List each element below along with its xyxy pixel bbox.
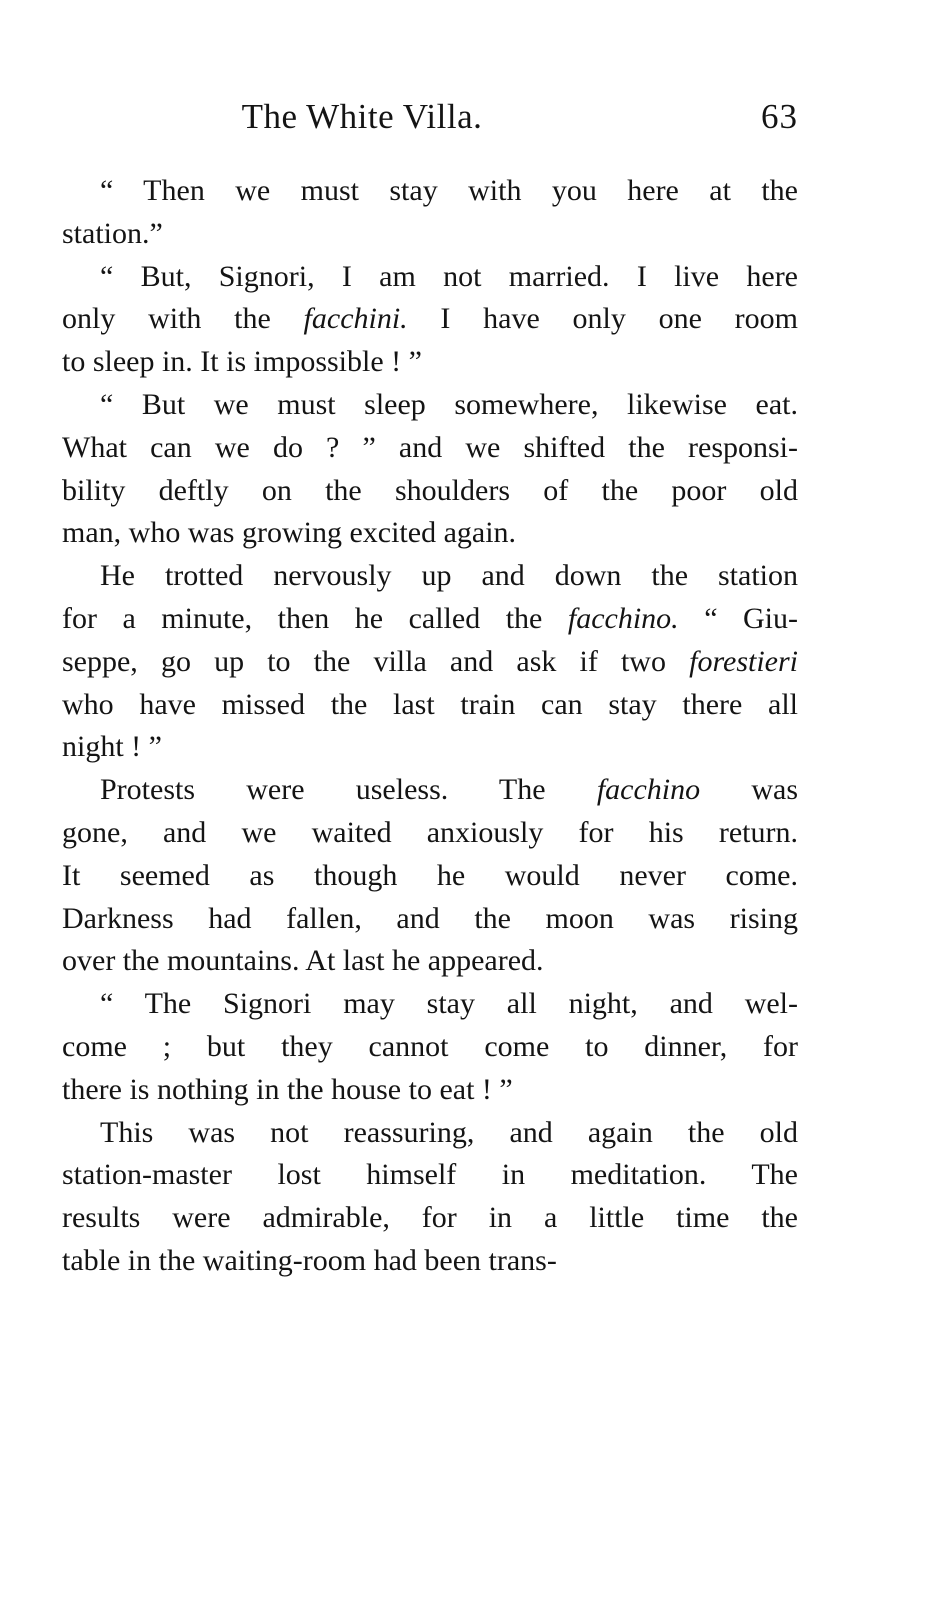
text-segment: Darkness had fallen, and the moon was rising [62,901,798,935]
text-segment: bility deftly on the shoulders of the poor old [62,473,798,507]
text-line [62,384,798,427]
text-line [62,812,798,855]
text-line [62,470,798,513]
text-segment: He trotted nervously up and down the station [100,559,798,593]
text-segment: Protests were useless. The [100,773,597,807]
text-segment: “ The Signori may stay all night, and wel- [100,987,798,1021]
italic-word: facchino [596,773,701,807]
text-segment: I have only one room [407,302,798,336]
text-segment: “ But, Signori, I am not married. I live here [100,259,798,293]
text-line [62,1240,798,1283]
text-line [62,341,798,384]
paragraph [62,769,798,983]
text-segment: “ Giu- [678,601,798,635]
text-line [62,983,798,1026]
text-segment: was [700,773,799,807]
text-segment: What can we do ? ” and we shifted the responsi- [62,430,798,464]
text-segment: who have missed the last train can stay there all [62,687,798,721]
text-line [62,298,798,341]
paragraph [62,256,798,384]
body-text [62,170,798,1283]
running-title: The White Villa. [241,97,483,136]
text-line [62,855,798,898]
text-line [62,213,798,256]
text-segment: This was not reassuring, and again the old [100,1115,798,1149]
page-number: 63 [761,97,798,136]
text-line [62,1112,798,1155]
paragraph [62,555,798,769]
text-segment: there is nothing in the house to eat ! ” [62,1072,513,1106]
text-segment: come ; but they cannot come to dinner, for [62,1029,798,1063]
text-segment: for a minute, then he called the [62,601,568,635]
text-line [62,726,798,769]
text-segment: results were admirable, for in a little time the [62,1201,798,1235]
text-line [62,769,798,812]
text-segment: night ! ” [62,730,162,764]
text-segment: only with the [62,302,304,336]
text-line [62,598,798,641]
text-segment: seppe, go up to the villa and ask if two [62,644,690,678]
text-segment: station.” [62,216,163,250]
text-segment: man, who was growing excited again. [62,516,517,550]
text-segment: It seemed as though he would never come. [62,858,798,892]
text-line [62,170,798,213]
text-line [62,641,798,684]
text-line [62,1069,798,1112]
text-line [62,1026,798,1069]
text-line [62,427,798,470]
text-line [62,898,798,941]
paragraph [62,170,798,256]
italic-word: forestieri [689,644,798,678]
paragraph [62,1112,798,1283]
text-segment: over the mountains. At last he appeared. [62,944,544,978]
text-segment: to sleep in. It is impossible ! ” [62,345,422,379]
paragraph [62,983,798,1111]
text-segment: station-master lost himself in meditation. The [62,1158,798,1192]
text-line [62,684,798,727]
text-line [62,555,798,598]
text-segment: table in the waiting-room had been trans- [62,1243,557,1277]
text-line [62,256,798,299]
text-line [62,940,798,983]
text-line [62,1197,798,1240]
paragraph [62,384,798,555]
text-segment: “ Then we must stay with you here at the [100,174,798,207]
text-segment: “ But we must sleep somewhere, likewise eat. [100,387,798,421]
running-header [62,92,798,142]
italic-word: facchino. [567,601,679,635]
text-line [62,512,798,555]
italic-word: facchini. [303,302,408,336]
text-segment: gone, and we waited anxiously for his return. [62,815,798,849]
text-line [62,1154,798,1197]
